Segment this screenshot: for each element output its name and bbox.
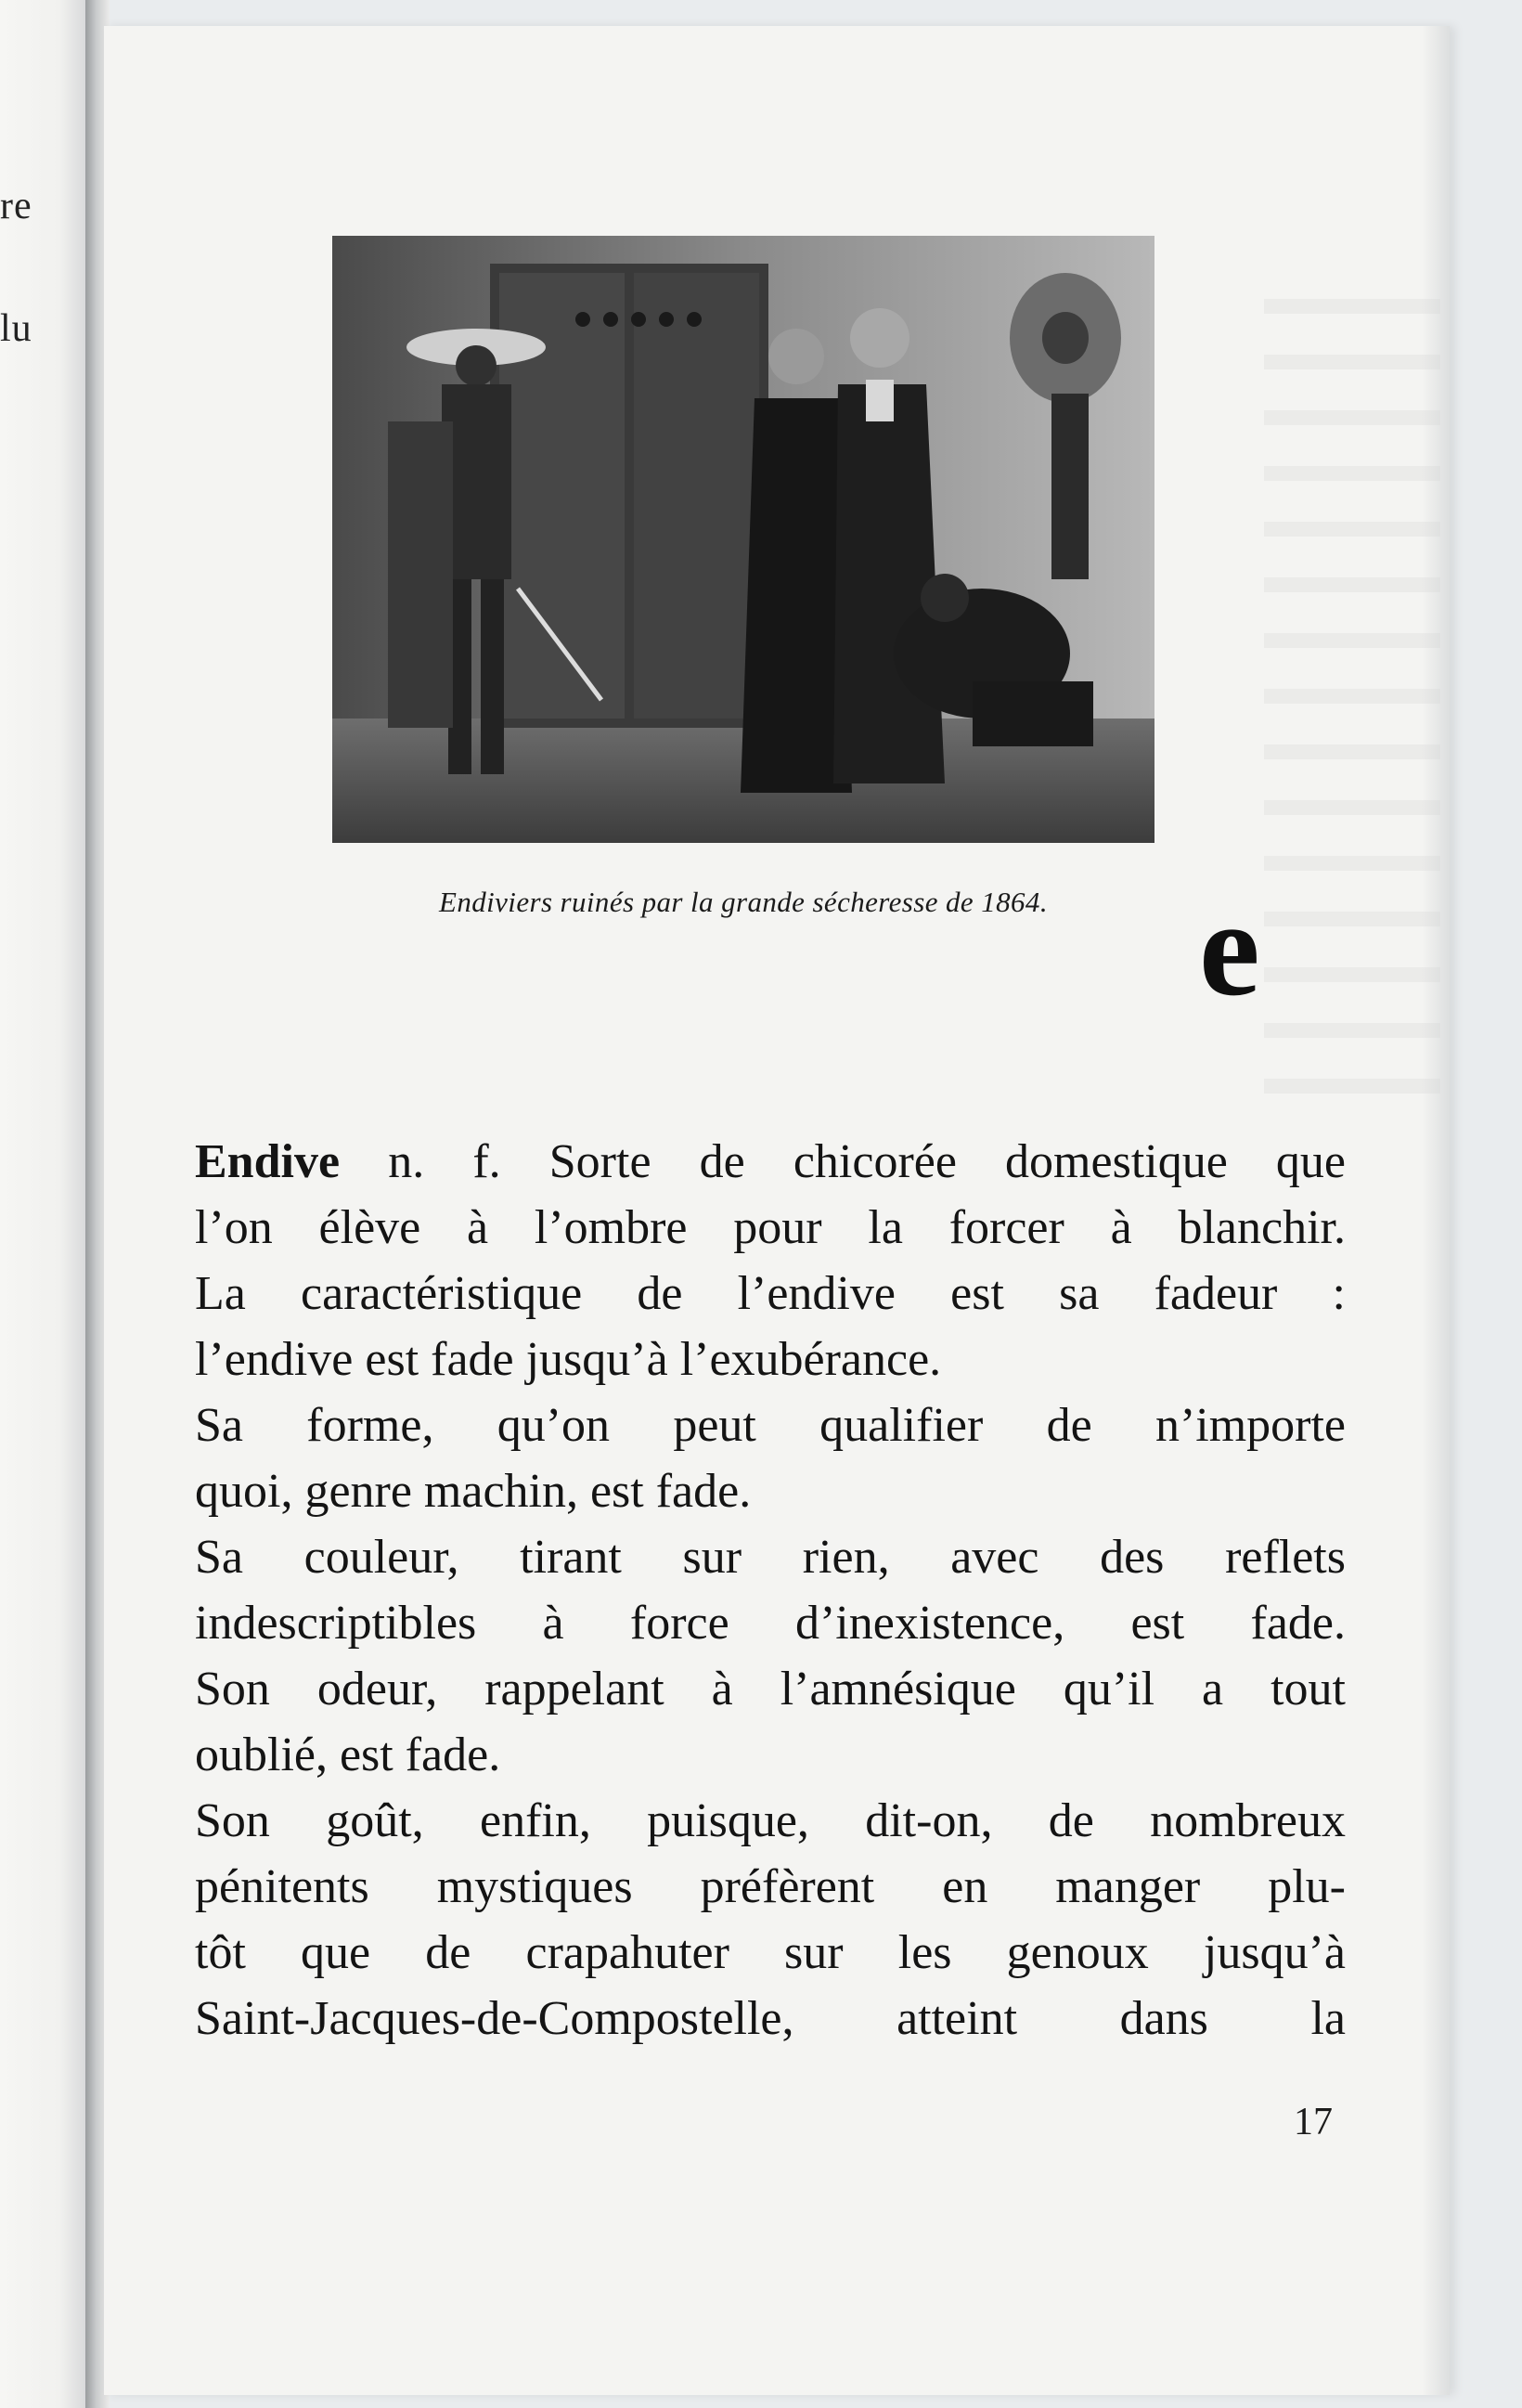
figure-caption: Endiviers ruinés par la grande sécheresse de 1864. xyxy=(439,886,1048,918)
entry-line: Son goût, enfin, puisque, dit-on, de nombreux xyxy=(195,1794,1346,1847)
page-edge xyxy=(1422,26,1450,2395)
left-page-fragment: re xyxy=(0,185,32,227)
entry-line: l’endive est fade jusqu’à l’exubérance. xyxy=(195,1333,942,1386)
left-facing-page xyxy=(0,0,85,2408)
entry-headword: Endive xyxy=(195,1135,341,1188)
page-number: 17 xyxy=(1294,2101,1333,2143)
dictionary-entry xyxy=(195,1129,1346,2052)
section-letter: e xyxy=(1199,873,1260,1025)
illustration-photo xyxy=(332,236,1154,843)
entry-line: Saint-Jacques-de-Compostelle, atteint dans la xyxy=(195,1992,1346,2045)
entry-line: Sa couleur, tirant sur rien, avec des reflets xyxy=(195,1531,1346,1584)
entry-line-text: n. f. Sorte de chicorée domestique que xyxy=(340,1135,1346,1188)
book-page xyxy=(104,26,1450,2395)
left-page-fragment: lu xyxy=(0,307,32,350)
entry-line: pénitents mystiques préfèrent en manger plu- xyxy=(195,1860,1346,1913)
entry-line: tôt que de crapahuter sur les genoux jusqu’à xyxy=(195,1926,1346,1979)
entry-line xyxy=(195,1129,1346,1195)
entry-line: l’on élève à l’ombre pour la forcer à blanchir. xyxy=(195,1201,1346,1254)
entry-line: oublié, est fade. xyxy=(195,1728,501,1781)
entry-line: quoi, genre machin, est fade. xyxy=(195,1465,752,1518)
show-through-text xyxy=(1264,258,1440,1131)
entry-line: indescriptibles à force d’inexistence, est fade. xyxy=(195,1597,1346,1650)
entry-line: Son odeur, rappelant à l’amnésique qu’il a tout xyxy=(195,1663,1346,1715)
entry-line: Sa forme, qu’on peut qualifier de n’importe xyxy=(195,1399,1346,1452)
photo-scene xyxy=(332,236,1154,843)
entry-line: La caractéristique de l’endive est sa fadeur : xyxy=(195,1267,1346,1320)
